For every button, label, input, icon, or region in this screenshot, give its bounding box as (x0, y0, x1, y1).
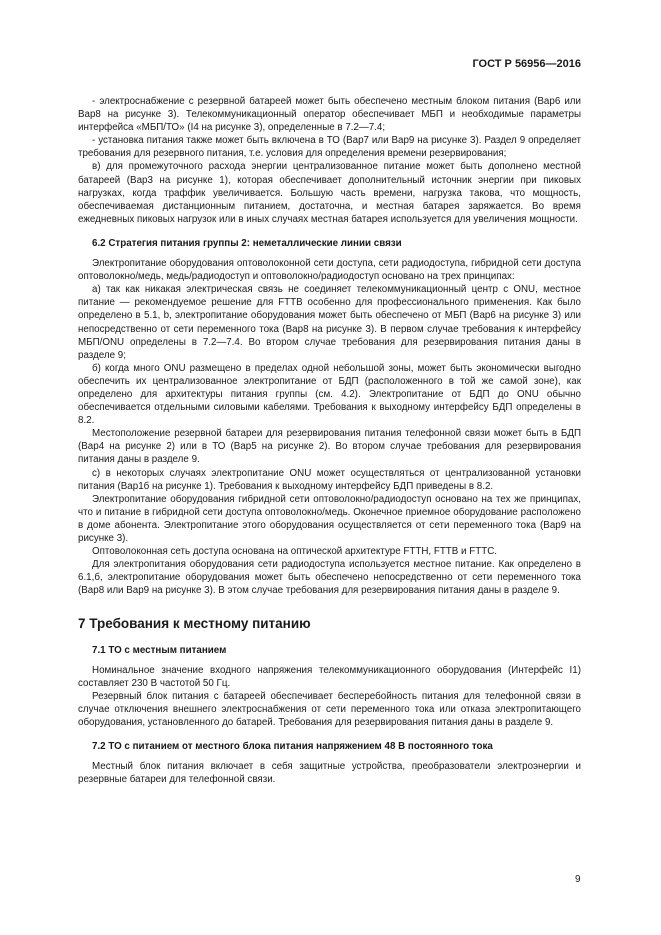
paragraph: Местный блок питания включает в себя защитные устройства, преобразователи электроэнергии и резервные батареи для телефонной связи. (78, 761, 581, 786)
paragraph: - установка питания также может быть включена в ТО (Вар7 или Вар9 на рисунке 3). Раздел 9 определяет требования для резервного питания, т.е. условия для определения времени резервирования; (78, 135, 581, 160)
paragraph: Местоположение резервной батареи для резервирования питания телефонной связи может быть в БДП (Вар4 на рисунке 2) или в ТО (Вар5 на рисунке 2). Во втором случае требования для резервирования питания даны в разделе 9. (78, 428, 581, 466)
section-heading-6-2: 6.2 Стратегия питания группы 2: неметаллические линии связи (92, 237, 402, 249)
paragraph: в) для промежуточного расхода энергии централизованное питание может быть дополнено местной батареей (Вар3 на рисунке 1), которая обеспечивает дополнительный источник энергии при пиковых нагрузках, когда траффик увеличивается. Большую часть времени, нагрузка такова, что мощность, обеспечиваемая дистанционным питанием, достаточна, и местная батарея заряжается. Во время ежедневных пиковых нагрузок или в иных случаях местная батарея используется для увеличения мощности. (78, 161, 581, 225)
paragraph: Электропитание оборудования оптоволоконной сети доступа, сети радиодоступа, гибридной сети доступа оптоволокно/медь, медь/радиодоступ и оптоволокно/радиодоступ основано на трех принципах: (78, 258, 581, 283)
paragraph: Резервный блок питания с батареей обеспечивает бесперебойность питания для телефонной связи в случае отключения внешнего электроснабжения от сети переменного тока или отказа электропитающего оборудования, установленного до батарей. Требования для резервирования питания даны в разделе 9. (78, 690, 581, 729)
paragraph: - электроснабжение с резервной батареей может быть обеспечено местным блоком питания (Вар6 или Вар8 на рисунке 3). Телекоммуникационный оператор обеспечивает МБП и необходимые параметры интерфейса «МБП/ТО» (I4 на рисунке 3), определенные в 7.2—7.4; (78, 96, 581, 134)
page-number: 9 (575, 874, 581, 885)
paragraph: с) в некоторых случаях электропитание ONU может осуществляться от централизованной установки питания (Вар1б на рисунке 1). Требования к выходному интерфейсу БДП приведены в 8.2. (78, 467, 581, 492)
paragraph: Номинальное значение входного напряжения телекоммуникационного оборудования (Интерфейс I1) составляет 230 В частотой 50 Гц. (78, 664, 581, 689)
paragraph: Для электропитания оборудования сети радиодоступа используется местное питание. Как определено в 6.1,б, электропитание оборудования может быть обеспечено непосредственно от сети переменного тока (Вар8 или Вар9 на рисунке 3). В этом случае требования для резервирования питания даны в разделе 9. (78, 559, 581, 597)
paragraph: Электропитание оборудования гибридной сети оптоволокно/радиодоступ основано на тех же принципах, что и питание в гибридной сети доступа оптоволокно/медь. Оконечное приемное оборудование расположено в доме абонента. Электропитание этого оборудования осуществляется от сети переменного тока (Вар9 на рисунке 3). (78, 493, 581, 544)
chapter-heading-7: 7 Требования к местному питанию (78, 616, 311, 632)
document-id: ГОСТ Р 56956—2016 (472, 58, 581, 70)
paragraph: а) так как никакая электрическая связь не соединяет телекоммуникационный центр с ONU, местное питание — рекомендуемое решение для FTTB особенно для профессионального применения. Как было определено в 5.1, b, электропитание оборудования может быть обеспечено от МБП (Вар6 на рисунке 3) или непосредственно от сети переменного тока (Вар8 на рисунке 3). В первом случае требования к интерфейсу МБП/ONU определены в 7.2—7.4. Во втором случае требования для резервирования питания даны в разделе 9; (78, 284, 581, 361)
section-heading-7-2: 7.2 ТО с питанием от местного блока питания напряжением 48 В постоянного тока (92, 741, 493, 753)
paragraph: Оптоволоконная сеть доступа основана на оптической архитектуре FTTH, FTTB и FTTC. (92, 546, 497, 558)
paragraph: б) когда много ONU размещено в пределах одной небольшой зоны, может быть экономически выгодно обеспечить их централизованное электропитание от БДП (расположенного в той же самой зоне), как определено для архитектуры питания группы (см. 4.2). Электропитание от БДП до ONU обычно обеспечивается отдельными силовыми кабелями. Требования к выходному интерфейсу БДП определены в 8.2. (78, 362, 581, 427)
page-content (78, 95, 581, 786)
section-heading-7-1: 7.1 ТО с местным питанием (92, 644, 227, 656)
